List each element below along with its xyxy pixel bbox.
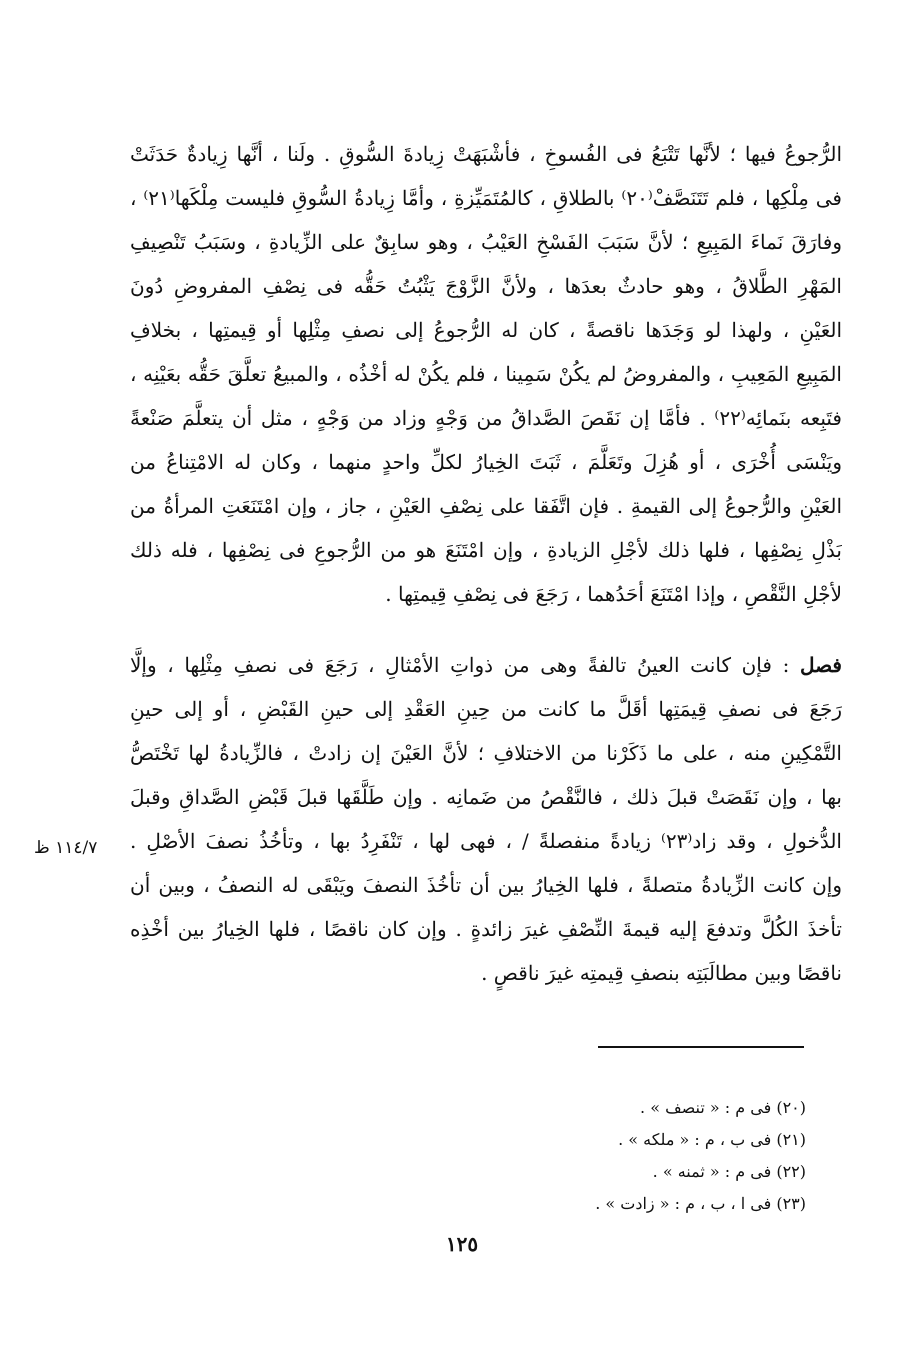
footnotes — [500, 1092, 806, 1220]
text-line: التَّمْكِينِ منه ، على ما ذَكَرْنا من الاختلافِ ؛ لأنَّ العَيْنَ إن زادتْ ، فالزِّيادةُ لها تَخْتَصُّ — [130, 741, 842, 765]
text-line: وإن كانت الزِّيادةُ متصلةً ، فلها الخِيارُ بين أن تأخُذَ النصفَ ويَبْقَى له النصفُ ، وبين أن — [130, 873, 842, 897]
text-line: العَيْنِ والرُّجوعُ إلى القيمةِ . فإن اتَّفَقا على نِصْفِ العَيْنِ ، جاز ، وإن امْتَنَعَتِ المرأةُ من — [130, 494, 842, 518]
text-line: لأجْلِ النَّقْصِ ، وإذا امْتَنَعَ أحَدُهما ، رَجَعَ فى نِصْفِ قِيمتِها . — [385, 582, 842, 606]
main-paragraph-1 — [130, 132, 842, 616]
text-line: وفارَقَ نَماءَ المَبِيعِ ؛ لأنَّ سَبَبَ الفَسْخِ العَيْبُ ، وهو سابِقٌ على الزِّيادةِ ، وسَبَبُ تَنْصِيفِ — [130, 230, 842, 254]
footnote-item: (٢٣) فى ا ، ب ، م : « زادت » . — [595, 1194, 806, 1213]
text-line: الدُّخولِ ، وقد زاد⁽٢٣⁾ زيادةً منفصلةً / ، فهى لها ، تَنْفَرِدُ بها ، وتأخُذُ نصفَ الأصْلِ . — [130, 829, 842, 853]
text-line: المَبِيعِ المَعِيبِ ، والمفروضُ لم يكُنْ سَمِينا ، فلم يكُنْ له أخْذُه ، والمبيعُ تعلَّقَ حَقُّه بعَيْنِه ، — [130, 362, 842, 386]
footnote-divider — [598, 1046, 804, 1048]
text-line: فى مِلْكِها ، فلم تَتَنَصَّفْ⁽٢٠⁾ بالطلاقِ ، كالمُتَمَيِّزةِ ، وأمَّا زِيادةُ السُّوقِ فليست مِلْكَها⁽٢١⁾ ، — [130, 186, 842, 210]
footnote-item: (٢٠) فى م : « تنصف » . — [640, 1098, 806, 1117]
text-line: رَجَعَ فى نصفِ قِيمَتِها أقَلَّ ما كانت من حِينِ العَقْدِ إلى حينِ القَبْضِ ، أو إلى حينِ — [130, 697, 842, 721]
text-line: فتَبِعه بنَمائِه⁽٢٢⁾ . فأمَّا إن نَقَصَ الصَّداقُ من وَجْهٍ وزاد من وَجْهٍ ، مثل أن يتعلَّمَ صَنْعةً — [130, 406, 842, 430]
text-line: بها ، وإن نَقَصَتْ قبلَ ذلك ، فالنَّقْصُ من ضَمانِه . وإن طَلَّقَها قبلَ قَبْضِ الصَّداقِ وقبلَ — [130, 785, 842, 809]
page-number: ١٢٥ — [445, 1232, 479, 1256]
section-heading: فصل — [799, 653, 842, 677]
text-line: ويَنْسَى أُخْرَى ، أو هُزِلَ وتَعَلَّمَ ، ثَبَتَ الخِيارُ لكلِّ واحدٍ منهما ، وكان له الامْتِناعُ من — [130, 450, 842, 474]
main-paragraph-2 — [130, 643, 842, 995]
footnote-item: (٢٢) فى م : « ثمنه » . — [652, 1162, 806, 1181]
text-line: ناقصًا وبين مطالَبَتِه بنصفِ قِيمتِه غيرَ ناقصٍ . — [481, 961, 842, 985]
text-line: المَهْرِ الطَّلاقُ ، وهو حادثٌ بعدَها ، ولأنَّ الزَّوْجَ يَثْبُتُ حَقُّه فى نِصْفِ المفروضِ دُونَ — [130, 274, 842, 298]
text-line: تأخذَ الكُلَّ وتدفعَ إليه قيمةَ النِّصْفِ غيرَ زائدةٍ . وإن كان ناقصًا ، فلها الخِيارُ بين أخْذِه — [130, 917, 842, 941]
text-line-with-heading — [130, 643, 842, 687]
text-line: بَذْلِ نِصْفِها ، فلها ذلك لأجْلِ الزيادةِ ، وإن امْتَنَعَ هو من الرُّجوعِ فى نِصْفِها ، فله ذلك — [130, 538, 842, 562]
text-line: الرُّجوعُ فيها ؛ لأنَّها تَتْبَعُ فى الفُسوخِ ، فأشْبَهَتْ زِيادةَ السُّوقِ . ولَنا ، أنَّها زِيادةٌ حَدَثَتْ — [130, 142, 842, 166]
text-line: العَيْنِ ، ولهذا لو وَجَدَها ناقصةً ، كان له الرُّجوعُ إلى نصفِ مِثْلِها أو قِيمتِها ، بخلافِ — [130, 318, 842, 342]
text-line-rest: : فإن كانت العينُ تالفةً وهى من ذواتِ الأمْثالِ ، رَجَعَ فى نصفِ مِثْلِها ، وإلَّا — [130, 653, 800, 677]
margin-folio-reference: ١١٤/٧ ظ — [34, 838, 98, 858]
footnote-item: (٢١) فى ب ، م : « ملكه » . — [618, 1130, 806, 1149]
